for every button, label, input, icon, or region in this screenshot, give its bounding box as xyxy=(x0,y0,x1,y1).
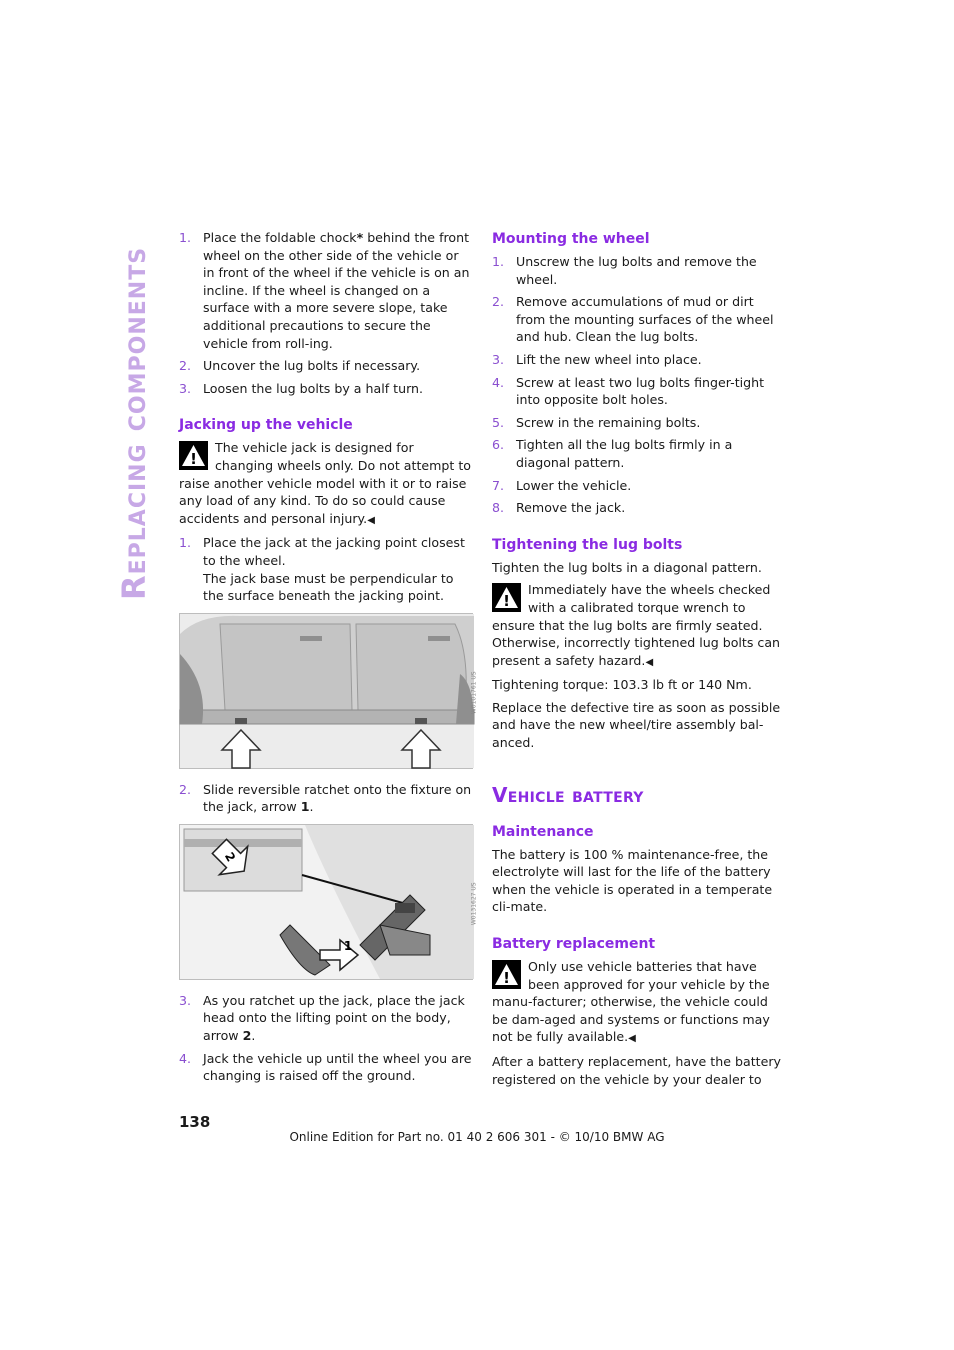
step-text: Uncover the lug bolts if necessary. xyxy=(203,358,421,374)
step-number: 6. xyxy=(492,437,505,453)
side-chapter-title: Replacing components xyxy=(115,246,153,600)
warning-glyph: ! xyxy=(503,969,510,988)
warning-triangle-icon xyxy=(494,962,519,987)
option-star: * xyxy=(356,230,364,245)
end-mark-icon: ◀ xyxy=(628,1033,636,1045)
arrow-ref: 1 xyxy=(300,799,310,815)
torque-text: Tightening torque: 103.3 lb ft or 140 Nm. xyxy=(492,677,752,693)
right-column xyxy=(492,229,786,1093)
step-number: 1. xyxy=(492,254,505,269)
end-mark-icon: ◀ xyxy=(367,514,375,526)
warning-glyph: ! xyxy=(503,592,510,611)
warning-icon xyxy=(179,441,208,470)
step-note: The jack base must be perpendicular to the surface beneath the jacking point. xyxy=(203,570,454,604)
step-number: 8. xyxy=(492,500,505,516)
list-item xyxy=(179,229,473,352)
list-item xyxy=(492,293,786,346)
left-column xyxy=(179,229,478,1090)
list-item xyxy=(179,992,473,1045)
tightening-heading: Tightening the lug bolts xyxy=(492,536,683,553)
step-text: Slide reversible ratchet onto the fixture on the jack, arrow xyxy=(203,781,472,815)
step-number: 1. xyxy=(179,230,192,245)
list-item xyxy=(492,414,786,432)
mounting-heading: Mounting the wheel xyxy=(492,231,650,247)
step-text: behind the front wheel on the other side of the vehicle or in front of the wheel if the vehicle is on an incline. If the wheel is changed on a surface with a more severe slope, take additional precautions to secure the vehicle from roll-ing. xyxy=(203,230,470,351)
step-text: As you ratchet up the jack, place the jack head onto the lifting point on the body, arrow xyxy=(203,992,465,1044)
page-number: 138 xyxy=(179,1113,211,1131)
arrow-ref: 2 xyxy=(242,1028,252,1044)
step-text: Unscrew the lug bolts and remove the wheel. xyxy=(516,254,757,287)
figure-code: W0131627 US xyxy=(470,882,478,926)
step-text: Screw in the remaining bolts. xyxy=(516,414,701,430)
warning-triangle-icon xyxy=(494,585,519,610)
step-text: Remove the jack. xyxy=(516,500,626,516)
step-text: Lower the vehicle. xyxy=(516,477,632,493)
list-item xyxy=(179,1050,473,1085)
jack-ratchet-figure xyxy=(179,824,478,980)
step-number: 3. xyxy=(179,380,192,396)
footer: Online Edition for Part no. 01 40 2 606 301 - © 10/10 BMW AG xyxy=(289,1130,665,1144)
step-number: 7. xyxy=(492,477,505,493)
battery-section-heading: Vehicle battery xyxy=(492,782,644,807)
step-number: 4. xyxy=(179,1050,192,1066)
jack-illustration xyxy=(180,825,474,979)
step-number: 1. xyxy=(179,535,192,551)
battery-replacement-heading: Battery replacement xyxy=(492,936,656,953)
jacking-points-figure xyxy=(179,613,478,769)
step-number: 5. xyxy=(492,414,505,430)
step-text: Jack the vehicle up until the wheel you are changing is raised off the ground. xyxy=(203,1050,472,1084)
jacking-warning xyxy=(179,439,473,529)
jacking-heading: Jacking up the vehicle xyxy=(179,417,353,434)
step-number: 2. xyxy=(492,294,505,310)
step-text: . xyxy=(309,799,314,815)
step-text: Loosen the lug bolts by a half turn. xyxy=(203,380,424,396)
step-text: Place the jack at the jacking point closest to the wheel. xyxy=(203,535,465,568)
warning-icon xyxy=(492,960,521,989)
warning-text: Only use vehicle batteries that have been approved for your vehicle by the manu-facturer; otherwise, the vehicle could be dam-aged and systems or functions may not be fully available. xyxy=(492,959,770,1045)
warning-triangle-icon xyxy=(181,443,206,468)
figure-code: W0101761 US xyxy=(470,671,478,714)
warning-icon xyxy=(492,583,521,612)
step-text: Remove accumulations of mud or dirt from the mounting surfaces of the wheel and hub. Clean the lug bolts. xyxy=(516,294,774,345)
list-item xyxy=(179,380,473,398)
list-item xyxy=(179,357,473,375)
list-item xyxy=(492,351,786,369)
step-text: Lift the new wheel into place. xyxy=(516,351,702,367)
step-number: 3. xyxy=(492,351,505,367)
warning-glyph: ! xyxy=(190,450,197,469)
maintenance-heading: Maintenance xyxy=(492,823,594,840)
step-text: Place the foldable chock xyxy=(203,230,357,245)
step-number: 2. xyxy=(179,781,192,797)
maintenance-text: The battery is 100 % maintenance-free, the electrolyte will last for the life of the battery when the vehicle is operated in a temperate cli-mate. xyxy=(492,846,773,915)
list-item xyxy=(492,253,786,288)
car-side-illustration xyxy=(180,614,474,768)
replace-tire-text: Replace the defective tire as soon as possible and have the new wheel/tire assembly bal-anced. xyxy=(492,699,781,751)
list-item xyxy=(492,499,786,517)
tightening-text: Tighten the lug bolts in a diagonal pattern. xyxy=(492,559,762,575)
end-mark-icon: ◀ xyxy=(645,656,654,668)
list-item xyxy=(179,781,473,816)
list-item xyxy=(492,374,786,409)
list-item xyxy=(179,534,473,604)
list-item xyxy=(492,477,786,495)
step-number: 2. xyxy=(179,358,192,374)
tightening-warning xyxy=(492,581,786,671)
step-text: Tighten all the lug bolts firmly in a diagonal pattern. xyxy=(516,437,733,470)
step-text: Screw at least two lug bolts finger-tight into opposite bolt holes. xyxy=(516,374,765,408)
arrow-label-1: 1 xyxy=(343,938,353,953)
step-number: 4. xyxy=(492,374,505,390)
warning-text: Immediately have the wheels checked with a calibrated torque wrench to ensure that the lug bolts are firmly seated. Otherwise, incorrectly tightened lug bolts can present a safety hazard. xyxy=(492,582,781,668)
step-number: 3. xyxy=(179,992,192,1008)
warning-text: The vehicle jack is designed for changing wheels only. Do not attempt to raise another vehicle model with it or to raise any load of any kind. To do so could cause accidents and personal injury. xyxy=(179,440,471,526)
list-item xyxy=(492,436,786,471)
battery-after-text: After a battery replacement, have the battery registered on the vehicle by your dealer to xyxy=(492,1054,781,1087)
step-text: . xyxy=(251,1028,256,1044)
arrow-label-2: 2 xyxy=(221,849,239,864)
battery-warning xyxy=(492,958,786,1048)
